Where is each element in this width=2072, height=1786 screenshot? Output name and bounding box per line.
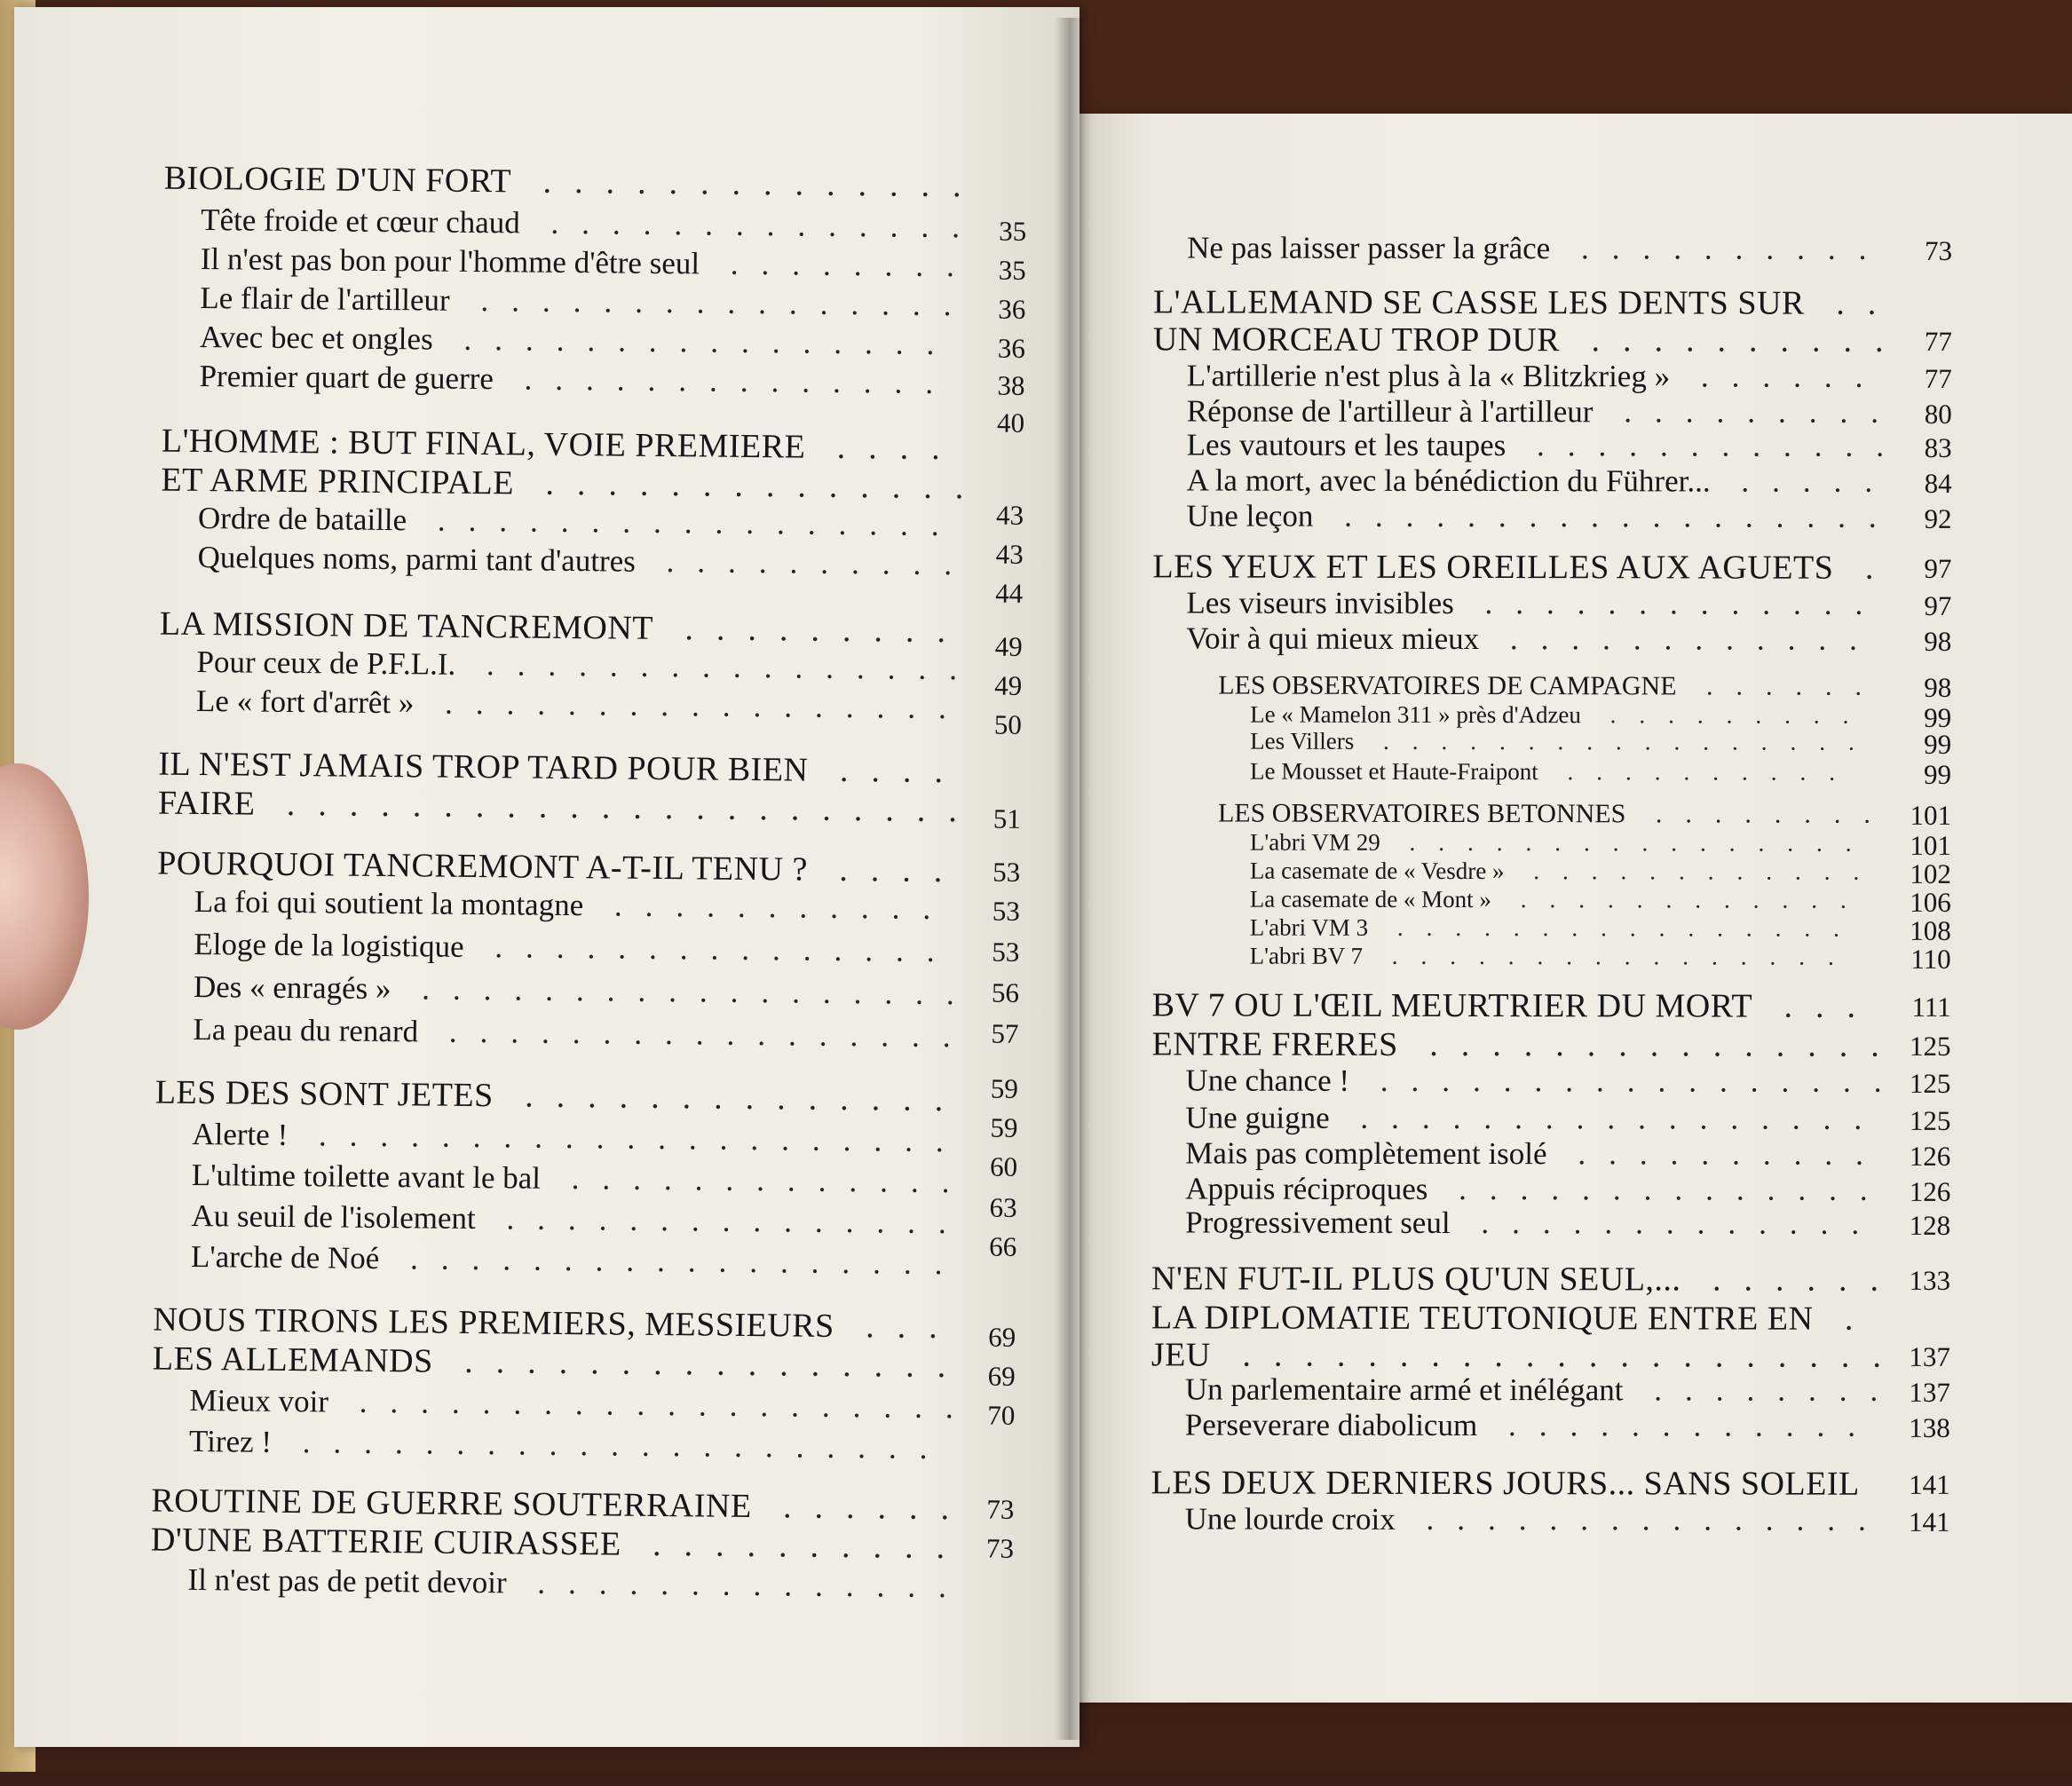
- right-toc-entry: [1250, 730, 1878, 755]
- left-toc-page-number: 40: [997, 409, 1024, 437]
- left-toc-page-number: 50: [994, 711, 1022, 739]
- right-toc-entry-title: ENTRE FRERES: [1151, 1025, 1397, 1063]
- dot-leader: ..........: [636, 544, 976, 582]
- right-toc-page-number: 137: [1909, 1343, 1950, 1371]
- dot-leader: ..................: [1313, 499, 1899, 534]
- dot-leader: ................: [450, 283, 975, 323]
- left-toc-entry-title: Quelques noms, parmi tant d'autres: [197, 540, 636, 579]
- right-toc-entry-title: Perseverare diabolicum: [1185, 1407, 1478, 1442]
- dot-leader: ..............: [494, 1077, 967, 1118]
- right-toc-entry-title: Réponse de l'artilleur à l'artilleur: [1187, 393, 1594, 429]
- dot-leader: .............: [1451, 1205, 1883, 1241]
- dot-leader: .........: [1593, 394, 1902, 430]
- dot-leader: .................: [414, 685, 969, 725]
- dot-leader: .....: [1711, 463, 1896, 498]
- dot-leader: .........: [653, 610, 969, 650]
- right-toc-entry-title: LES YEUX ET LES OREILLES AUX AGUETS: [1152, 548, 1833, 586]
- left-toc-entry-title: Le « fort d'arrêt »: [196, 684, 415, 720]
- right-toc-page-number: 141: [1909, 1471, 1950, 1498]
- dot-leader: ................: [455, 647, 980, 687]
- right-toc-entry-title: Le Mousset et Haute-Fraipont: [1250, 758, 1538, 786]
- dot-leader: ............: [1506, 428, 1907, 463]
- left-toc-entry-title: Le flair de l'artilleur: [200, 281, 450, 318]
- right-toc-entry: [1151, 1261, 1902, 1296]
- right-toc-entry-title: L'artillerie n'est plus à la « Blitzkrieg »: [1187, 358, 1670, 393]
- dot-leader: ......................: [255, 786, 980, 830]
- right-toc-entry-title: Mais pas complètement isolé: [1185, 1135, 1546, 1171]
- left-toc-entry-title: Ordre de bataille: [198, 501, 407, 537]
- dot-leader: ....: [808, 851, 966, 890]
- left-toc-entry-title: Tête froide et cœur chaud: [201, 202, 520, 240]
- left-toc-page-number: 73: [986, 1496, 1014, 1523]
- right-toc-entry: [1151, 1027, 1902, 1062]
- dot-leader: ................: [1380, 829, 1875, 857]
- right-toc-entry-title: L'abri VM 29: [1250, 829, 1380, 856]
- right-toc-entry-title: L'ALLEMAND SE CASSE LES DENTS SUR: [1153, 283, 1805, 321]
- dot-leader: .....................: [1211, 1337, 1904, 1375]
- right-toc-entry-title: Une leçon: [1187, 498, 1314, 533]
- left-toc-entry-title: D'UNE BATTERIE CUIRASSEE: [151, 1521, 621, 1563]
- right-toc-page-number: 111: [1911, 993, 1950, 1021]
- right-toc-entry: [1151, 1300, 1877, 1335]
- left-toc-page-number: 43: [996, 502, 1024, 529]
- left-toc-entry-title: Alerte !: [192, 1117, 288, 1152]
- right-toc-entry-title: L'abri BV 7: [1250, 943, 1363, 969]
- dot-leader: .............: [1454, 586, 1886, 621]
- right-toc-entry-title: Un parlementaire armé et inélégant: [1185, 1371, 1624, 1407]
- right-toc-entry: [1218, 801, 1894, 828]
- right-toc-page-number: 99: [1924, 761, 1951, 788]
- right-toc-entry-title: Une guigne: [1185, 1100, 1329, 1134]
- right-toc-entry: [1186, 587, 1886, 619]
- dot-leader: ..............: [1427, 1172, 1890, 1207]
- right-toc-entry: [1185, 1409, 1878, 1441]
- left-toc-page-number: 69: [988, 1363, 1016, 1390]
- dot-leader: ....: [805, 429, 963, 468]
- dot-leader: ................: [433, 1343, 969, 1386]
- right-toc-page-number: 98: [1924, 628, 1951, 655]
- dot-leader: .................: [407, 502, 962, 542]
- dot-leader: ........: [1623, 1372, 1901, 1408]
- dot-leader: ..................: [391, 971, 977, 1011]
- right-toc-page-number: 80: [1925, 400, 1952, 428]
- right-toc-page-number: 138: [1909, 1414, 1950, 1442]
- right-toc-page-number: 99: [1924, 704, 1951, 731]
- left-toc-entry-title: IL N'EST JAMAIS TROP TARD POUR BIEN: [158, 746, 809, 789]
- right-toc-entry-title: Progressivement seul: [1185, 1205, 1451, 1240]
- right-toc-entry: [1151, 1466, 1860, 1500]
- left-toc-entry-title: Des « enragés »: [194, 969, 391, 1006]
- dot-leader: .................: [1330, 1101, 1886, 1136]
- left-toc-entry-title: ET ARME PRINCIPALE: [161, 462, 514, 502]
- right-toc-page-number: 126: [1910, 1142, 1951, 1170]
- left-toc-entry-title: L'arche de Noé: [191, 1239, 380, 1276]
- right-toc-entry-title: UN MORCEAU TROP DUR: [1153, 320, 1560, 359]
- dot-leader: ..............: [520, 205, 984, 244]
- right-toc-page-number: 84: [1925, 470, 1952, 497]
- dot-leader: .............: [541, 1161, 973, 1200]
- left-toc-entry-title: Il n'est pas de petit devoir: [187, 1562, 506, 1600]
- left-toc-entry-title: NOUS TIRONS LES PREMIERS, MESSIEURS: [153, 1301, 834, 1345]
- right-toc-entry: [1185, 1173, 1890, 1205]
- right-toc-page-number: 137: [1909, 1379, 1950, 1406]
- left-toc-entry-title: L'HOMME : BUT FINAL, VOIE PREMIERE: [162, 423, 806, 466]
- dot-leader: ..........: [1547, 1136, 1886, 1172]
- left-toc-page-number: 43: [996, 541, 1024, 568]
- left-toc-entry-title: LA MISSION DE TANCREMONT: [160, 605, 654, 647]
- right-toc-entry-title: La casemate de « Mont »: [1250, 886, 1491, 913]
- right-toc-entry: [1250, 703, 1871, 728]
- right-toc-entry-title: LES OBSERVATOIRES DE CAMPAGNE: [1218, 671, 1676, 701]
- dot-leader: ....................: [328, 1384, 977, 1425]
- dot-leader: ...............: [1398, 1026, 1902, 1064]
- dot-leader: ..................: [379, 1241, 966, 1281]
- right-toc-page-number: 83: [1925, 434, 1952, 462]
- left-toc-page-number: 36: [998, 296, 1025, 323]
- left-toc-entry-title: FAIRE: [158, 785, 256, 823]
- right-toc-entry: [1153, 322, 1907, 357]
- dot-leader: .: [1813, 1300, 1876, 1338]
- right-toc-page-number: 125: [1910, 1107, 1951, 1134]
- left-toc-entry-title: L'ultime toilette avant le bal: [192, 1158, 541, 1196]
- right-toc-entry-title: Les vautours et les taupes: [1187, 427, 1507, 462]
- dot-leader: ..........: [621, 1526, 968, 1567]
- right-toc-page-number: 77: [1925, 365, 1952, 392]
- right-toc-entry: [1250, 859, 1882, 884]
- right-toc-page-number: 108: [1910, 917, 1951, 944]
- right-toc-entry-title: LES OBSERVATOIRES BETONNES: [1218, 799, 1625, 829]
- right-toc-page-number: 97: [1924, 555, 1951, 582]
- right-toc-entry: [1218, 673, 1885, 700]
- left-toc-entry-title: Il n'est pas bon pour l'homme d'être seul: [201, 241, 700, 281]
- left-toc-entry-title: La peau du renard: [193, 1012, 418, 1048]
- right-toc-entry-title: Une chance !: [1185, 1063, 1349, 1097]
- right-toc-entry: [1187, 232, 1889, 264]
- right-toc-entry: [1185, 1373, 1901, 1405]
- right-toc-entry-title: BV 7 OU L'ŒIL MEURTRIER DU MORT: [1152, 986, 1753, 1024]
- right-toc-page-number: 92: [1925, 505, 1952, 533]
- dot-leader: ......: [1677, 671, 1886, 700]
- right-toc-entry-title: Voir à qui mieux mieux: [1186, 620, 1479, 656]
- right-toc-entry: [1185, 1206, 1882, 1238]
- dot-leader: ..: [1805, 285, 1900, 322]
- right-toc-entry: [1187, 360, 1886, 391]
- left-toc-entry-title: Mieux voir: [189, 1383, 328, 1419]
- right-toc-entry: [1151, 1338, 1904, 1372]
- dot-leader: .........: [1581, 701, 1872, 729]
- dot-leader: .................: [1349, 1063, 1905, 1099]
- right-toc-entry-title: Appuis réciproques: [1185, 1171, 1427, 1205]
- right-toc-entry: [1152, 549, 1896, 584]
- dot-leader: ............: [1491, 886, 1870, 913]
- right-toc-page-number: 125: [1910, 1032, 1951, 1060]
- dot-leader: .....................: [272, 1425, 951, 1466]
- dot-leader: ................: [1363, 943, 1857, 970]
- right-toc-entry: [1250, 916, 1862, 941]
- dot-leader: ...............: [463, 929, 957, 968]
- right-toc-entry-title: N'EN FUT-IL PLUS QU'UN SEUL,...: [1151, 1260, 1681, 1298]
- dot-leader: .................: [1354, 728, 1878, 755]
- dot-leader: ........: [700, 246, 977, 283]
- left-toc-page-number: 63: [989, 1194, 1016, 1221]
- right-toc-entry-title: Une lourde croix: [1185, 1501, 1396, 1536]
- left-toc-entry-title: Premier quart de guerre: [199, 359, 494, 396]
- left-toc-page-number: 44: [995, 580, 1023, 607]
- dot-leader: ................: [1368, 914, 1862, 942]
- right-toc-entry: [1152, 988, 1879, 1023]
- right-toc-page-number: 99: [1924, 731, 1951, 758]
- left-toc-page-number: 59: [991, 1075, 1018, 1102]
- dot-leader: ..........: [1560, 321, 1907, 360]
- right-toc-entry: [1185, 1102, 1885, 1134]
- dot-leader: ....: [808, 752, 966, 791]
- left-toc-entry-title: LES ALLEMANDS: [153, 1340, 433, 1380]
- dot-leader: ..............: [506, 1565, 969, 1604]
- right-toc-page-number: 101: [1910, 802, 1951, 829]
- right-toc-entry-title: A la mort, avec la bénédiction du Führer...: [1187, 462, 1711, 498]
- right-toc-entry: [1185, 1503, 1889, 1535]
- right-toc-entry-title: Les viseurs invisibles: [1186, 585, 1453, 620]
- right-toc-page-number: 98: [1924, 674, 1951, 701]
- dot-leader: ............: [1479, 621, 1880, 657]
- right-toc-entry: [1187, 464, 1896, 496]
- left-toc-page-number: 69: [988, 1324, 1016, 1351]
- left-toc-entry-title: Avec bec et ongles: [200, 320, 433, 357]
- dot-leader: ......: [1681, 1260, 1902, 1298]
- right-toc-page-number: 101: [1910, 832, 1951, 859]
- left-toc-entry-title: Pour ceux de P.F.L.I.: [196, 644, 455, 682]
- dot-leader: ......: [1670, 359, 1886, 393]
- left-toc-page-number: 53: [993, 858, 1020, 886]
- dot-leader: .................: [418, 1014, 974, 1054]
- right-toc-entry-title: Ne pas laisser passer la grâce: [1187, 230, 1550, 265]
- right-toc-entry: [1153, 285, 1899, 320]
- left-toc-page-number: 73: [986, 1535, 1014, 1562]
- dot-leader: ..............: [514, 464, 987, 506]
- dot-leader: .: [1833, 549, 1896, 587]
- right-toc-entry: [1187, 395, 1902, 427]
- left-toc-page-number: 49: [994, 672, 1022, 699]
- right-toc-entry-title: JEU: [1151, 1336, 1211, 1373]
- left-toc-page-number: 57: [991, 1020, 1018, 1047]
- right-toc-entry: [1185, 1064, 1904, 1096]
- right-toc-entry: [1250, 831, 1875, 856]
- dot-leader: ........: [1625, 799, 1894, 829]
- right-toc-entry: [1187, 500, 1900, 532]
- left-toc-entry-title: LES DES SONT JETES: [155, 1074, 494, 1115]
- left-toc-page-number: 53: [992, 938, 1019, 966]
- right-toc-page-number: 102: [1910, 860, 1951, 888]
- left-toc-entry-title: ROUTINE DE GUERRE SOUTERRAINE: [151, 1482, 752, 1525]
- dot-leader: ..........: [1550, 231, 1889, 266]
- dot-leader: ..........: [1538, 758, 1858, 786]
- right-toc-entry-title: La casemate de « Vesdre »: [1250, 857, 1505, 885]
- right-toc-entry: [1186, 622, 1880, 654]
- right-toc-page-number: 110: [1910, 945, 1950, 973]
- left-toc-entry-title: La foi qui soutient la montagne: [194, 884, 584, 922]
- left-toc-page-number: 56: [992, 979, 1019, 1007]
- left-toc-page-number: 66: [989, 1233, 1016, 1260]
- dot-leader: ...............: [476, 1201, 969, 1240]
- right-toc-page-number: 77: [1925, 328, 1952, 355]
- right-toc-page-number: 128: [1910, 1212, 1951, 1239]
- right-toc-page-number: 73: [1925, 237, 1952, 265]
- right-toc-entry: [1187, 429, 1907, 461]
- right-toc-entry-title: LA DIPLOMATIE TEUTONIQUE ENTRE EN: [1151, 1299, 1814, 1337]
- dot-leader: ............: [1504, 857, 1882, 885]
- right-toc-page-number: 133: [1910, 1267, 1951, 1294]
- dot-leader: ...: [834, 1308, 961, 1346]
- left-toc-entry-title: POURQUOI TANCREMONT A-T-IL TENU ?: [157, 845, 808, 889]
- dot-leader: ......: [751, 1488, 972, 1527]
- right-toc-page-number: 126: [1910, 1178, 1951, 1205]
- right-toc-page-number: 106: [1910, 889, 1951, 916]
- left-toc-page-number: 36: [998, 335, 1025, 362]
- right-toc-page-number: 141: [1909, 1508, 1950, 1536]
- dot-leader: ............: [1477, 1408, 1878, 1443]
- left-toc-page-number: 60: [990, 1153, 1017, 1181]
- right-toc-entry: [1250, 888, 1870, 913]
- right-toc-entry: [1250, 760, 1858, 785]
- right-toc-page-number: 125: [1910, 1070, 1951, 1097]
- right-toc-entry-title: L'abri VM 3: [1250, 914, 1368, 941]
- left-toc-page-number: 38: [997, 372, 1024, 399]
- dot-leader: ...............: [1396, 1502, 1889, 1537]
- left-toc-page-number: 51: [993, 805, 1021, 833]
- right-toc-page-number: 97: [1924, 592, 1951, 620]
- dot-leader: ................: [432, 322, 957, 362]
- right-toc-entry-title: Les Villers: [1250, 728, 1354, 755]
- left-toc-entry-title: BIOLOGIE D'UN FORT: [163, 160, 511, 201]
- left-toc-page-number: 53: [993, 897, 1020, 925]
- left-toc-entry-title: Eloge de la logistique: [194, 927, 464, 964]
- left-toc-page-number: 35: [999, 257, 1026, 284]
- left-toc-page-number: 35: [999, 217, 1026, 245]
- left-toc-page-number: 70: [987, 1402, 1015, 1429]
- dot-leader: ...........: [583, 888, 953, 926]
- dot-leader: ..............: [511, 162, 985, 204]
- right-toc-entry: [1185, 1137, 1886, 1169]
- right-toc-entry: [1250, 944, 1857, 969]
- right-toc-entry-title: Le « Mamelon 311 » près d'Adzeu: [1250, 701, 1581, 729]
- left-toc-page-number: 59: [990, 1114, 1017, 1142]
- dot-leader: ...: [1752, 988, 1878, 1025]
- left-toc-page-number: 49: [995, 633, 1023, 660]
- left-toc-entry-title: Au seuil de l'isolement: [191, 1198, 476, 1236]
- dot-leader: ..............: [494, 361, 957, 400]
- left-toc-entry-title: Tirez !: [189, 1424, 272, 1459]
- right-toc-entry-title: LES DEUX DERNIERS JOURS... SANS SOLEIL: [1151, 1464, 1860, 1502]
- dot-leader: .....................: [288, 1118, 967, 1158]
